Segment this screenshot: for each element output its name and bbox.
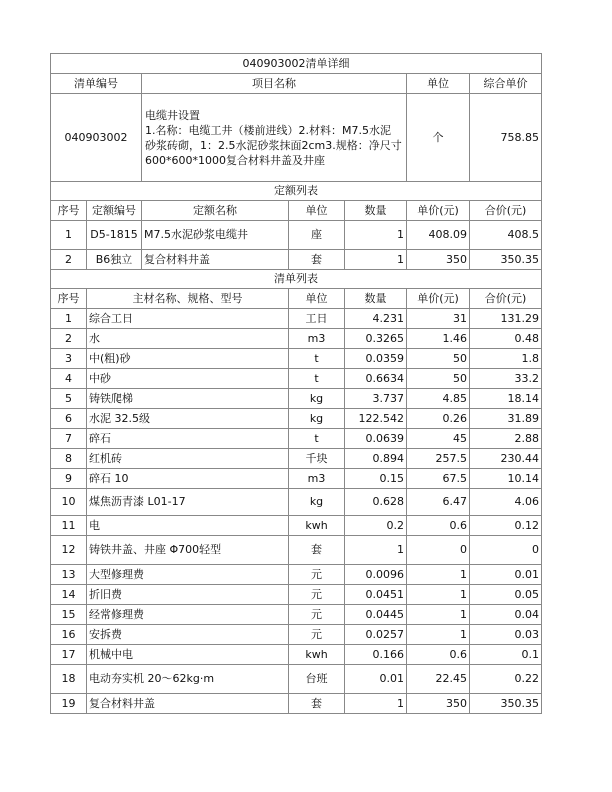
mat-price: 1.46 — [407, 329, 470, 349]
mat-qty: 1 — [345, 536, 407, 565]
mat-total: 350.35 — [470, 694, 542, 714]
mat-price: 45 — [407, 429, 470, 449]
mat-total: 0.22 — [470, 665, 542, 694]
mat-price: 50 — [407, 369, 470, 389]
quota-section-title: 定额列表 — [51, 182, 542, 201]
mat-total: 1.8 — [470, 349, 542, 369]
mat-name: 水泥 32.5级 — [87, 409, 289, 429]
mat-col-name: 主材名称、规格、型号 — [87, 289, 289, 309]
mat-name: 安拆费 — [87, 625, 289, 645]
mat-no: 12 — [51, 536, 87, 565]
table-row — [51, 585, 542, 605]
quota-unit: 座 — [289, 221, 345, 250]
table-row — [51, 409, 542, 429]
mat-price: 0.6 — [407, 516, 470, 536]
mat-price: 0.6 — [407, 645, 470, 665]
table-row — [51, 645, 542, 665]
mat-unit: 元 — [289, 585, 345, 605]
mat-qty: 0.628 — [345, 489, 407, 516]
mat-price: 0.26 — [407, 409, 470, 429]
mat-no: 19 — [51, 694, 87, 714]
table-row — [51, 489, 542, 516]
item-unit: 个 — [407, 94, 470, 182]
mat-total: 10.14 — [470, 469, 542, 489]
mat-qty: 0.3265 — [345, 329, 407, 349]
quota-no: 2 — [51, 250, 87, 270]
quota-col-name: 定额名称 — [142, 201, 289, 221]
mat-qty: 0.0359 — [345, 349, 407, 369]
mat-unit: 台班 — [289, 665, 345, 694]
mat-qty: 0.15 — [345, 469, 407, 489]
mat-unit: kg — [289, 409, 345, 429]
mat-no: 3 — [51, 349, 87, 369]
item-description — [142, 94, 407, 182]
table-row — [51, 605, 542, 625]
mat-unit: kwh — [289, 645, 345, 665]
materials-section-title: 清单列表 — [51, 270, 542, 289]
mat-total: 0.04 — [470, 605, 542, 625]
table-row — [51, 221, 542, 250]
mat-qty: 0.166 — [345, 645, 407, 665]
mat-name: 铸铁爬梯 — [87, 389, 289, 409]
mat-col-price: 单价(元) — [407, 289, 470, 309]
mat-name: 复合材料井盖 — [87, 694, 289, 714]
table-row — [51, 516, 542, 536]
mat-total: 0 — [470, 536, 542, 565]
mat-price: 31 — [407, 309, 470, 329]
mat-unit: t — [289, 349, 345, 369]
quota-price: 350 — [407, 250, 470, 270]
item-price: 758.85 — [470, 94, 542, 182]
mat-price: 22.45 — [407, 665, 470, 694]
quota-col-total: 合价(元) — [470, 201, 542, 221]
mat-no: 18 — [51, 665, 87, 694]
mat-price: 6.47 — [407, 489, 470, 516]
quota-col-unit: 单位 — [289, 201, 345, 221]
item-desc-line: 1.名称：电缆工井（楼前进线）2.材料：M7.5水泥 — [145, 123, 391, 137]
mat-qty: 0.0096 — [345, 565, 407, 585]
mat-no: 2 — [51, 329, 87, 349]
mat-unit: kg — [289, 489, 345, 516]
mat-no: 15 — [51, 605, 87, 625]
mat-no: 14 — [51, 585, 87, 605]
mat-price: 350 — [407, 694, 470, 714]
item-desc-line: 电缆井设置 — [145, 108, 200, 122]
table-row — [51, 449, 542, 469]
mat-total: 2.88 — [470, 429, 542, 449]
mat-qty: 0.2 — [345, 516, 407, 536]
table-row — [51, 625, 542, 645]
mat-unit: 千块 — [289, 449, 345, 469]
item-desc-line: 600*600*1000复合材料井盖及井座 — [145, 153, 325, 167]
quota-col-no: 序号 — [51, 201, 87, 221]
mat-name: 煤焦沥青漆 L01-17 — [87, 489, 289, 516]
mat-name: 碎石 10 — [87, 469, 289, 489]
mat-no: 5 — [51, 389, 87, 409]
quota-total: 408.5 — [470, 221, 542, 250]
mat-total: 31.89 — [470, 409, 542, 429]
mat-name: 中(粗)砂 — [87, 349, 289, 369]
mat-total: 18.14 — [470, 389, 542, 409]
mat-price: 1 — [407, 625, 470, 645]
quota-name: 复合材料井盖 — [142, 250, 289, 270]
mat-qty: 0.6634 — [345, 369, 407, 389]
quota-price: 408.09 — [407, 221, 470, 250]
mat-no: 11 — [51, 516, 87, 536]
mat-unit: kwh — [289, 516, 345, 536]
mat-price: 257.5 — [407, 449, 470, 469]
mat-qty: 4.231 — [345, 309, 407, 329]
item-desc-line: 砂浆砖砌，1：2.5水泥砂浆抹面2cm3.规格：净尺寸 — [145, 138, 402, 152]
quota-code: D5-1815 — [87, 221, 142, 250]
mat-col-total: 合价(元) — [470, 289, 542, 309]
mat-name: 经常修理费 — [87, 605, 289, 625]
mat-no: 6 — [51, 409, 87, 429]
mat-price: 1 — [407, 585, 470, 605]
table-row — [51, 389, 542, 409]
mat-price: 1 — [407, 605, 470, 625]
mat-col-qty: 数量 — [345, 289, 407, 309]
mat-name: 碎石 — [87, 429, 289, 449]
header-code: 清单编号 — [51, 74, 142, 94]
table-title: 040903002清单详细 — [51, 54, 542, 74]
table-row — [51, 429, 542, 449]
mat-qty: 0.0445 — [345, 605, 407, 625]
mat-total: 4.06 — [470, 489, 542, 516]
mat-price: 4.85 — [407, 389, 470, 409]
mat-qty: 0.01 — [345, 665, 407, 694]
mat-name: 电动夯实机 20～62kg·m — [87, 665, 289, 694]
mat-price: 50 — [407, 349, 470, 369]
mat-unit: 元 — [289, 625, 345, 645]
mat-price: 1 — [407, 565, 470, 585]
quota-col-price: 单价(元) — [407, 201, 470, 221]
mat-unit: 元 — [289, 605, 345, 625]
mat-no: 8 — [51, 449, 87, 469]
mat-qty: 0.0639 — [345, 429, 407, 449]
mat-col-no: 序号 — [51, 289, 87, 309]
mat-unit: m3 — [289, 329, 345, 349]
mat-no: 17 — [51, 645, 87, 665]
table-row — [51, 309, 542, 329]
mat-col-unit: 单位 — [289, 289, 345, 309]
mat-name: 铸铁井盖、井座 Φ700轻型 — [87, 536, 289, 565]
mat-no: 4 — [51, 369, 87, 389]
mat-unit: m3 — [289, 469, 345, 489]
mat-no: 7 — [51, 429, 87, 449]
mat-qty: 0.0257 — [345, 625, 407, 645]
mat-unit: t — [289, 369, 345, 389]
mat-no: 13 — [51, 565, 87, 585]
item-code: 040903002 — [51, 94, 142, 182]
table-row — [51, 250, 542, 270]
mat-name: 红机砖 — [87, 449, 289, 469]
mat-no: 1 — [51, 309, 87, 329]
table-row — [51, 536, 542, 565]
mat-unit: 套 — [289, 694, 345, 714]
mat-qty: 122.542 — [345, 409, 407, 429]
mat-total: 230.44 — [470, 449, 542, 469]
mat-price: 67.5 — [407, 469, 470, 489]
mat-unit: 元 — [289, 565, 345, 585]
quota-no: 1 — [51, 221, 87, 250]
mat-name: 水 — [87, 329, 289, 349]
bill-detail-table — [50, 53, 542, 714]
mat-name: 综合工日 — [87, 309, 289, 329]
mat-qty: 0.0451 — [345, 585, 407, 605]
table-row — [51, 329, 542, 349]
quota-name: M7.5水泥砂浆电缆井 — [142, 221, 289, 250]
mat-no: 9 — [51, 469, 87, 489]
table-row — [51, 694, 542, 714]
table-row — [51, 349, 542, 369]
mat-qty: 3.737 — [345, 389, 407, 409]
header-unit: 单位 — [407, 74, 470, 94]
quota-total: 350.35 — [470, 250, 542, 270]
mat-price: 0 — [407, 536, 470, 565]
quota-qty: 1 — [345, 221, 407, 250]
header-price: 综合单价 — [470, 74, 542, 94]
mat-total: 0.12 — [470, 516, 542, 536]
mat-no: 10 — [51, 489, 87, 516]
quota-col-qty: 数量 — [345, 201, 407, 221]
table-row — [51, 469, 542, 489]
quota-code: B6独立 — [87, 250, 142, 270]
mat-qty: 1 — [345, 694, 407, 714]
mat-name: 折旧费 — [87, 585, 289, 605]
quota-col-code: 定额编号 — [87, 201, 142, 221]
mat-unit: t — [289, 429, 345, 449]
quota-qty: 1 — [345, 250, 407, 270]
mat-name: 机械中电 — [87, 645, 289, 665]
mat-name: 中砂 — [87, 369, 289, 389]
mat-name: 大型修理费 — [87, 565, 289, 585]
mat-unit: 套 — [289, 536, 345, 565]
mat-total: 0.03 — [470, 625, 542, 645]
mat-total: 131.29 — [470, 309, 542, 329]
mat-unit: 工日 — [289, 309, 345, 329]
mat-total: 33.2 — [470, 369, 542, 389]
mat-no: 16 — [51, 625, 87, 645]
table-row — [51, 369, 542, 389]
header-name: 项目名称 — [142, 74, 407, 94]
mat-unit: kg — [289, 389, 345, 409]
mat-total: 0.05 — [470, 585, 542, 605]
quota-unit: 套 — [289, 250, 345, 270]
mat-total: 0.01 — [470, 565, 542, 585]
mat-total: 0.1 — [470, 645, 542, 665]
mat-name: 电 — [87, 516, 289, 536]
table-row — [51, 665, 542, 694]
table-row — [51, 565, 542, 585]
mat-total: 0.48 — [470, 329, 542, 349]
mat-qty: 0.894 — [345, 449, 407, 469]
